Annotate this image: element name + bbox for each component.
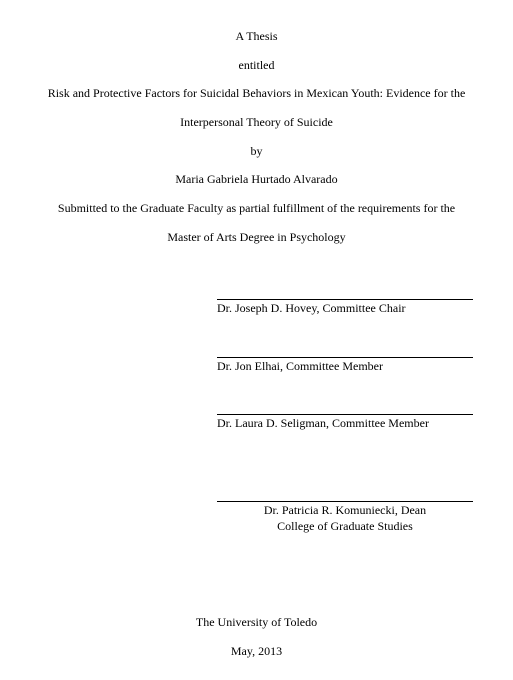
signature-block-member-2 (217, 414, 473, 430)
signature-line (217, 299, 473, 300)
dean-college: College of Graduate Studies (277, 519, 413, 533)
document-type: A Thesis (235, 29, 278, 43)
signer-name: Dr. Jon Elhai, Committee Member (217, 359, 383, 373)
submission-statement-line-2: Master of Arts Degree in Psychology (167, 230, 346, 244)
signature-block-member-1 (217, 357, 473, 373)
dean-name: Dr. Patricia R. Komuniecki, Dean (263, 503, 427, 517)
author-name: Maria Gabriela Hurtado Alvarado (175, 172, 338, 186)
signer-name: Dr. Laura D. Seligman, Committee Member (217, 416, 429, 430)
submission-date: May, 2013 (230, 644, 283, 658)
signature-line (217, 357, 473, 358)
by-label: by (250, 144, 263, 158)
thesis-title-line-2: Interpersonal Theory of Suicide (180, 115, 333, 129)
thesis-title-line-1: Risk and Protective Factors for Suicidal Behaviors in Mexican Youth: Evidence for the (47, 86, 466, 100)
submission-statement-line-1: Submitted to the Graduate Faculty as partial fulfillment of the requirements for the (57, 201, 456, 215)
signature-block-chair (217, 299, 473, 315)
entitled-label: entitled (238, 58, 275, 72)
signer-name: Dr. Joseph D. Hovey, Committee Chair (217, 301, 406, 315)
signature-line (217, 501, 473, 502)
signature-block-dean (217, 501, 473, 533)
signature-line (217, 414, 473, 415)
university-name: The University of Toledo (195, 615, 318, 629)
